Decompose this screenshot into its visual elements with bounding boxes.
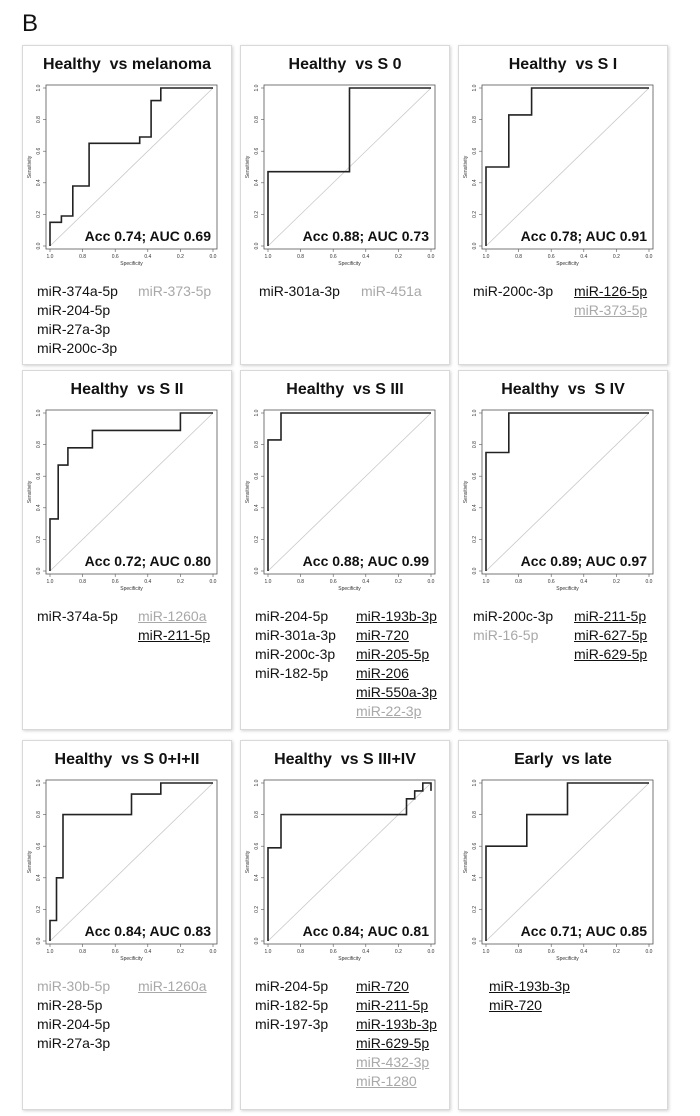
x-tick-label: 0.8 — [515, 949, 523, 955]
roc-panel — [240, 370, 450, 730]
x-tick-label: 1.0 — [482, 949, 490, 955]
mirna-label: miR-629-5p — [574, 646, 648, 662]
y-tick-label: 0.2 — [36, 210, 42, 218]
x-tick-label: 1.0 — [46, 579, 54, 585]
x-tick-label: 0.4 — [362, 949, 370, 955]
mirna-label: miR-373-5p — [138, 283, 212, 299]
x-tick-label: 0.2 — [176, 949, 184, 955]
acc-auc-annotation: Acc 0.74; AUC 0.69 — [84, 228, 211, 244]
y-tick-label: 0.8 — [254, 441, 260, 449]
x-tick-label: 1.0 — [46, 254, 54, 260]
mirna-label: miR-301a-3p — [259, 283, 340, 299]
y-tick-label: 0.4 — [472, 504, 478, 512]
mirna-label: miR-211-5p — [574, 608, 647, 624]
y-tick-label: 0.0 — [254, 567, 260, 575]
x-tick-label: 1.0 — [46, 949, 54, 955]
y-tick-label: 0.2 — [254, 535, 260, 543]
x-tick-label: 0.6 — [111, 579, 119, 585]
mirna-label: miR-200c-3p — [473, 283, 554, 299]
x-axis-title: Specificity — [338, 586, 361, 592]
x-tick-label: 0.0 — [645, 254, 653, 260]
mirna-list-left — [37, 607, 118, 626]
x-tick-label: 0.0 — [209, 254, 217, 260]
mirna-label: miR-204-5p — [37, 302, 111, 318]
chance-diagonal — [268, 413, 431, 571]
acc-auc-annotation: Acc 0.72; AUC 0.80 — [84, 553, 211, 569]
y-tick-label: 1.0 — [36, 84, 42, 92]
mirna-list-right — [574, 282, 647, 320]
roc-plot — [23, 371, 233, 611]
mirna-list-right — [574, 607, 647, 664]
y-tick-label: 0.0 — [472, 567, 478, 575]
y-tick-label: 0.2 — [254, 905, 260, 913]
panel-title: Healthy vs S I — [508, 56, 618, 73]
y-tick-label: 0.0 — [472, 937, 478, 945]
x-tick-label: 0.6 — [329, 949, 337, 955]
x-tick-label: 0.2 — [612, 949, 620, 955]
y-tick-label: 0.4 — [254, 504, 260, 512]
x-tick-label: 0.2 — [394, 949, 402, 955]
mirna-label: miR-374a-5p — [37, 283, 118, 299]
x-axis-title: Specificity — [338, 956, 361, 962]
x-tick-label: 0.8 — [515, 579, 523, 585]
figure-panel-letter: B — [22, 10, 39, 37]
x-tick-label: 0.0 — [645, 579, 653, 585]
mirna-label: miR-27a-3p — [37, 1035, 111, 1051]
x-tick-label: 0.8 — [297, 254, 305, 260]
x-tick-label: 0.2 — [394, 579, 402, 585]
x-tick-label: 0.2 — [176, 254, 184, 260]
mirna-label: miR-205-5p — [356, 646, 430, 662]
roc-plot — [23, 741, 233, 981]
chance-diagonal — [486, 413, 649, 571]
y-axis-title: Sensitivity — [27, 480, 33, 504]
y-axis-title: Sensitivity — [245, 480, 251, 504]
y-axis-title: Sensitivity — [245, 850, 251, 874]
mirna-list-left — [473, 282, 553, 301]
panel-title: Healthy vs S II — [70, 381, 184, 398]
mirna-label: miR-627-5p — [574, 627, 648, 643]
panel-title: Healthy vs S III+IV — [274, 751, 416, 768]
panel-title: Healthy vs S IV — [501, 381, 625, 398]
mirna-label: miR-374a-5p — [37, 608, 118, 624]
y-tick-label: 0.6 — [472, 842, 478, 850]
mirna-label: miR-200c-3p — [255, 646, 336, 662]
y-axis-title: Sensitivity — [463, 480, 469, 504]
mirna-label: miR-27a-3p — [37, 321, 111, 337]
y-tick-label: 0.6 — [254, 472, 260, 480]
y-tick-label: 0.8 — [36, 811, 42, 819]
roc-panel — [458, 740, 668, 1110]
y-tick-label: 0.8 — [254, 811, 260, 819]
x-tick-label: 0.2 — [612, 254, 620, 260]
y-tick-label: 0.0 — [36, 242, 42, 250]
mirna-label: miR-197-3p — [255, 1016, 329, 1032]
roc-panel — [240, 740, 450, 1110]
y-tick-label: 0.4 — [36, 874, 42, 882]
y-tick-label: 1.0 — [472, 409, 478, 417]
x-tick-label: 0.6 — [329, 254, 337, 260]
y-tick-label: 0.6 — [36, 147, 42, 155]
y-tick-label: 0.0 — [254, 242, 260, 250]
roc-plot — [241, 46, 451, 286]
mirna-label: miR-22-3p — [356, 703, 422, 719]
x-tick-label: 0.8 — [297, 579, 305, 585]
roc-panel — [22, 45, 232, 365]
roc-plot — [459, 46, 669, 286]
y-tick-label: 0.6 — [36, 842, 42, 850]
x-tick-label: 0.8 — [79, 949, 87, 955]
x-tick-label: 0.2 — [176, 579, 184, 585]
y-tick-label: 0.2 — [36, 905, 42, 913]
x-tick-label: 0.4 — [362, 254, 370, 260]
mirna-list-left — [37, 282, 118, 358]
x-tick-label: 0.4 — [580, 579, 588, 585]
y-tick-label: 0.8 — [36, 441, 42, 449]
mirna-label: miR-200c-3p — [473, 608, 554, 624]
x-tick-label: 0.0 — [427, 254, 435, 260]
x-tick-label: 1.0 — [264, 254, 272, 260]
x-tick-label: 1.0 — [482, 254, 490, 260]
y-tick-label: 0.8 — [472, 116, 478, 124]
x-axis-title: Specificity — [556, 586, 579, 592]
y-tick-label: 0.2 — [472, 905, 478, 913]
y-tick-label: 0.4 — [36, 179, 42, 187]
y-tick-label: 1.0 — [254, 84, 260, 92]
x-tick-label: 0.4 — [362, 579, 370, 585]
x-tick-label: 1.0 — [264, 579, 272, 585]
x-tick-label: 0.2 — [612, 579, 620, 585]
y-tick-label: 0.6 — [472, 147, 478, 155]
chance-diagonal — [486, 88, 649, 246]
x-axis-title: Specificity — [556, 261, 579, 267]
mirna-list-left — [489, 977, 570, 1015]
mirna-label: miR-720 — [489, 997, 542, 1013]
y-tick-label: 0.0 — [254, 937, 260, 945]
y-tick-label: 0.4 — [254, 874, 260, 882]
roc-plot — [241, 741, 451, 981]
mirna-list-left — [259, 282, 340, 301]
y-tick-label: 0.6 — [472, 472, 478, 480]
mirna-label: miR-451a — [361, 283, 422, 299]
x-axis-title: Specificity — [120, 586, 143, 592]
panel-title: Healthy vs melanoma — [42, 56, 212, 73]
mirna-list-right — [138, 977, 206, 996]
acc-auc-annotation: Acc 0.78; AUC 0.91 — [520, 228, 647, 244]
mirna-list-right — [138, 282, 211, 301]
y-tick-label: 0.2 — [472, 210, 478, 218]
mirna-list-left — [255, 977, 328, 1034]
y-tick-label: 0.4 — [472, 179, 478, 187]
mirna-label: miR-16-5p — [473, 627, 539, 643]
x-axis-title: Specificity — [120, 956, 143, 962]
y-tick-label: 1.0 — [36, 779, 42, 787]
mirna-list-left — [37, 977, 110, 1053]
x-axis-title: Specificity — [120, 261, 143, 267]
y-axis-title: Sensitivity — [245, 155, 251, 179]
x-axis-title: Specificity — [338, 261, 361, 267]
y-tick-label: 0.0 — [36, 567, 42, 575]
mirna-label: miR-206 — [356, 665, 409, 681]
mirna-label: miR-28-5p — [37, 997, 103, 1013]
acc-auc-annotation: Acc 0.71; AUC 0.85 — [520, 923, 647, 939]
mirna-list-right — [356, 977, 437, 1091]
mirna-label: miR-1260a — [138, 978, 207, 994]
x-tick-label: 0.6 — [547, 949, 555, 955]
acc-auc-annotation: Acc 0.84; AUC 0.81 — [302, 923, 429, 939]
mirna-label: miR-301a-3p — [255, 627, 336, 643]
x-tick-label: 0.4 — [580, 254, 588, 260]
mirna-label: miR-720 — [356, 978, 409, 994]
y-tick-label: 0.8 — [472, 811, 478, 819]
mirna-label: miR-720 — [356, 627, 409, 643]
roc-plot — [459, 371, 669, 611]
y-tick-label: 0.8 — [254, 116, 260, 124]
mirna-label: miR-204-5p — [255, 978, 329, 994]
roc-panel — [22, 370, 232, 730]
acc-auc-annotation: Acc 0.89; AUC 0.97 — [520, 553, 647, 569]
x-tick-label: 0.6 — [111, 254, 119, 260]
panel-title: Healthy vs S 0+I+II — [54, 751, 200, 768]
panel-title: Healthy vs S 0 — [288, 56, 402, 73]
x-tick-label: 0.0 — [645, 949, 653, 955]
roc-panel — [458, 370, 668, 730]
mirna-label: miR-193b-3p — [489, 978, 570, 994]
x-tick-label: 0.6 — [329, 579, 337, 585]
y-tick-label: 1.0 — [472, 84, 478, 92]
x-tick-label: 0.4 — [144, 949, 152, 955]
acc-auc-annotation: Acc 0.88; AUC 0.73 — [302, 228, 429, 244]
panel-title: Healthy vs S III — [286, 381, 404, 398]
mirna-label: miR-211-5p — [356, 997, 429, 1013]
y-tick-label: 0.0 — [36, 937, 42, 945]
y-axis-title: Sensitivity — [27, 850, 33, 874]
mirna-list-left — [255, 607, 336, 683]
roc-plot — [23, 46, 233, 286]
x-tick-label: 0.8 — [515, 254, 523, 260]
roc-plot — [241, 371, 451, 611]
mirna-list-left — [473, 607, 553, 645]
chance-diagonal — [50, 88, 213, 246]
y-tick-label: 0.2 — [36, 535, 42, 543]
roc-plot — [459, 741, 669, 981]
mirna-list-right — [361, 282, 422, 301]
x-tick-label: 0.8 — [79, 254, 87, 260]
y-tick-label: 1.0 — [254, 409, 260, 417]
y-tick-label: 0.6 — [254, 147, 260, 155]
y-axis-title: Sensitivity — [27, 155, 33, 179]
acc-auc-annotation: Acc 0.88; AUC 0.99 — [302, 553, 429, 569]
y-tick-label: 0.8 — [472, 441, 478, 449]
mirna-label: miR-126-5p — [574, 283, 648, 299]
y-tick-label: 0.6 — [254, 842, 260, 850]
x-tick-label: 0.0 — [427, 949, 435, 955]
chance-diagonal — [50, 413, 213, 571]
y-tick-label: 0.6 — [36, 472, 42, 480]
mirna-label: miR-182-5p — [255, 997, 329, 1013]
mirna-list-right — [138, 607, 210, 645]
x-tick-label: 1.0 — [482, 579, 490, 585]
roc-panel — [240, 45, 450, 365]
roc-panel — [458, 45, 668, 365]
mirna-list-right — [356, 607, 437, 721]
x-tick-label: 0.8 — [297, 949, 305, 955]
y-axis-title: Sensitivity — [463, 850, 469, 874]
mirna-label: miR-200c-3p — [37, 340, 118, 356]
panel-title: Early vs late — [514, 751, 612, 768]
x-tick-label: 0.8 — [79, 579, 87, 585]
mirna-label: miR-1260a — [138, 608, 207, 624]
mirna-label: miR-204-5p — [37, 1016, 111, 1032]
mirna-label: miR-193b-3p — [356, 608, 437, 624]
x-tick-label: 0.6 — [111, 949, 119, 955]
y-tick-label: 0.4 — [472, 874, 478, 882]
x-tick-label: 0.2 — [394, 254, 402, 260]
mirna-label: miR-373-5p — [574, 302, 648, 318]
x-tick-label: 0.6 — [547, 254, 555, 260]
y-tick-label: 0.4 — [36, 504, 42, 512]
mirna-label: miR-182-5p — [255, 665, 329, 681]
mirna-label: miR-432-3p — [356, 1054, 430, 1070]
y-tick-label: 1.0 — [472, 779, 478, 787]
mirna-label: miR-30b-5p — [37, 978, 111, 994]
x-tick-label: 0.4 — [144, 254, 152, 260]
y-tick-label: 0.0 — [472, 242, 478, 250]
mirna-label: miR-1280 — [356, 1073, 417, 1089]
x-tick-label: 0.0 — [209, 949, 217, 955]
x-tick-label: 0.4 — [144, 579, 152, 585]
x-tick-label: 0.0 — [209, 579, 217, 585]
mirna-label: miR-211-5p — [138, 627, 211, 643]
y-tick-label: 1.0 — [254, 779, 260, 787]
x-axis-title: Specificity — [556, 956, 579, 962]
y-axis-title: Sensitivity — [463, 155, 469, 179]
y-tick-label: 0.4 — [254, 179, 260, 187]
acc-auc-annotation: Acc 0.84; AUC 0.83 — [84, 923, 211, 939]
mirna-label: miR-629-5p — [356, 1035, 430, 1051]
x-tick-label: 0.0 — [427, 579, 435, 585]
y-tick-label: 0.2 — [472, 535, 478, 543]
x-tick-label: 0.4 — [580, 949, 588, 955]
x-tick-label: 0.6 — [547, 579, 555, 585]
mirna-label: miR-193b-3p — [356, 1016, 437, 1032]
mirna-label: miR-550a-3p — [356, 684, 437, 700]
mirna-label: miR-204-5p — [255, 608, 329, 624]
y-tick-label: 0.8 — [36, 116, 42, 124]
y-tick-label: 1.0 — [36, 409, 42, 417]
y-tick-label: 0.2 — [254, 210, 260, 218]
roc-panel — [22, 740, 232, 1110]
x-tick-label: 1.0 — [264, 949, 272, 955]
